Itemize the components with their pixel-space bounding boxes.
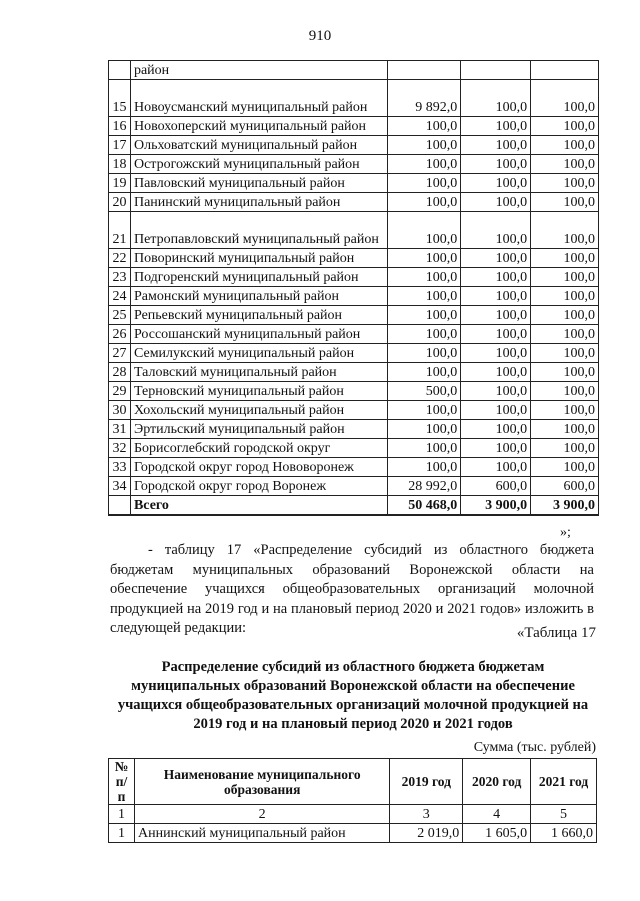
- col-number: 3: [390, 805, 463, 824]
- header-name: Наименование муниципального образования: [134, 759, 389, 805]
- municipality-name: район: [130, 61, 387, 80]
- row-number: 33: [109, 458, 131, 477]
- row-number: 21: [109, 212, 131, 249]
- value-2019: 100,0: [388, 249, 461, 268]
- value-2019: 9 892,0: [388, 80, 461, 117]
- value-2021: 100,0: [531, 193, 599, 212]
- value-2020: 100,0: [461, 136, 531, 155]
- value-2020: 100,0: [461, 306, 531, 325]
- row-number: [109, 61, 131, 80]
- value-2020: 100,0: [461, 287, 531, 306]
- subsidy-table-17: [108, 758, 597, 843]
- table-row: [109, 212, 599, 249]
- table-row: [109, 363, 599, 382]
- table-row: [109, 325, 599, 344]
- value-2019: 100,0: [388, 325, 461, 344]
- row-number: 30: [109, 401, 131, 420]
- municipality-name: Острогожский муниципальный район: [130, 155, 387, 174]
- value-2019: 100,0: [388, 193, 461, 212]
- value-2020: 100,0: [461, 80, 531, 117]
- value-2021: 100,0: [531, 420, 599, 439]
- header-row: [109, 759, 597, 805]
- value-2020: 100,0: [461, 325, 531, 344]
- col-number: 2: [134, 805, 389, 824]
- municipality-name: Аннинский муниципальный район: [134, 824, 389, 843]
- closing-quote: »;: [560, 525, 571, 540]
- value-2019: 100,0: [388, 155, 461, 174]
- table-row: [109, 287, 599, 306]
- value-2021: 100,0: [531, 268, 599, 287]
- value-2021: 100,0: [531, 363, 599, 382]
- page-number: 910: [308, 28, 332, 44]
- value-2020: 100,0: [461, 401, 531, 420]
- value-2019: 100,0: [388, 212, 461, 249]
- value-2021: 100,0: [531, 287, 599, 306]
- table-row: [109, 382, 599, 401]
- total-2020: 3 900,0: [461, 496, 531, 516]
- municipality-name: Поворинский муниципальный район: [130, 249, 387, 268]
- value-2019: 28 992,0: [388, 477, 461, 496]
- value-2021: 100,0: [531, 382, 599, 401]
- municipality-name: Россошанский муниципальный район: [130, 325, 387, 344]
- value-2019: 100,0: [388, 344, 461, 363]
- table-row: [109, 174, 599, 193]
- value-2021: 100,0: [531, 155, 599, 174]
- row-number: 29: [109, 382, 131, 401]
- value-2020: [461, 61, 531, 80]
- value-2021: 100,0: [531, 249, 599, 268]
- table-caption: «Таблица 17: [516, 625, 596, 641]
- table-row: [109, 155, 599, 174]
- row-number: 15: [109, 80, 131, 117]
- row-number: 24: [109, 287, 131, 306]
- municipality-name: Панинский муниципальный район: [130, 193, 387, 212]
- row-number: 31: [109, 420, 131, 439]
- value-2020: 100,0: [461, 439, 531, 458]
- value-2021: 100,0: [531, 439, 599, 458]
- table-row: [109, 80, 599, 117]
- value-2021: 100,0: [531, 325, 599, 344]
- municipality-name: Городской округ город Воронеж: [130, 477, 387, 496]
- value-2021: 100,0: [531, 174, 599, 193]
- header-2020: 2020 год: [463, 759, 531, 805]
- row-number: 16: [109, 117, 131, 136]
- municipality-name: Петропавловский муниципальный район: [130, 212, 387, 249]
- row-number: 20: [109, 193, 131, 212]
- row-number: 28: [109, 363, 131, 382]
- table-row: [109, 193, 599, 212]
- value-2021: 100,0: [531, 117, 599, 136]
- table-row: [109, 249, 599, 268]
- municipality-name: Таловский муниципальный район: [130, 363, 387, 382]
- value-2020: 100,0: [461, 155, 531, 174]
- value-2019: 100,0: [388, 136, 461, 155]
- units-label: Сумма (тыс. рублей): [473, 740, 596, 755]
- table-row: [109, 344, 599, 363]
- municipality-name: Борисоглебский городской округ: [130, 439, 387, 458]
- value-2020: 100,0: [461, 174, 531, 193]
- total-row: [109, 496, 599, 516]
- column-number-row: [109, 805, 597, 824]
- value-2019: 100,0: [388, 458, 461, 477]
- value-2020: 100,0: [461, 363, 531, 382]
- row-number: 34: [109, 477, 131, 496]
- value-2020: 100,0: [461, 458, 531, 477]
- municipality-name: Подгоренский муниципальный район: [130, 268, 387, 287]
- value-2019: 100,0: [388, 439, 461, 458]
- col-number: 4: [463, 805, 531, 824]
- total-2019: 50 468,0: [388, 496, 461, 516]
- value-2019: 100,0: [388, 287, 461, 306]
- row-number: 23: [109, 268, 131, 287]
- subsidy-table-16-continuation: [108, 60, 599, 516]
- table-row: [109, 477, 599, 496]
- total-label: Всего: [130, 496, 387, 516]
- row-number: 32: [109, 439, 131, 458]
- value-2020: 1 605,0: [463, 824, 531, 843]
- value-2019: 100,0: [388, 174, 461, 193]
- municipality-name: Эртильский муниципальный район: [130, 420, 387, 439]
- row-number: 25: [109, 306, 131, 325]
- value-2020: 600,0: [461, 477, 531, 496]
- value-2019: 100,0: [388, 363, 461, 382]
- total-2021: 3 900,0: [531, 496, 599, 516]
- value-2021: 1 660,0: [531, 824, 597, 843]
- value-2019: 100,0: [388, 306, 461, 325]
- value-2021: 100,0: [531, 80, 599, 117]
- row-number: 26: [109, 325, 131, 344]
- table-row: [109, 458, 599, 477]
- municipality-name: Семилукский муниципальный район: [130, 344, 387, 363]
- value-2020: 100,0: [461, 268, 531, 287]
- table-row: [109, 401, 599, 420]
- municipality-name: Хохольский муниципальный район: [130, 401, 387, 420]
- row-number: 27: [109, 344, 131, 363]
- table-row: [109, 136, 599, 155]
- row-number: 1: [109, 824, 135, 843]
- table-row: [109, 61, 599, 80]
- table-heading: Распределение субсидий из областного бюджета бюджетам муниципальных образований Воронежской области на обеспечение учащихся общеобразовательных организаций молочной продукцией на 2019 год и на плановый период 2020 и 2021 годов: [117, 659, 589, 732]
- table-row: [109, 824, 597, 843]
- header-2019: 2019 год: [390, 759, 463, 805]
- row-number: 18: [109, 155, 131, 174]
- value-2020: 100,0: [461, 193, 531, 212]
- table-row: [109, 268, 599, 287]
- municipality-name: Городской округ город Нововоронеж: [130, 458, 387, 477]
- value-2020: 100,0: [461, 420, 531, 439]
- table-row: [109, 306, 599, 325]
- value-2019: 100,0: [388, 268, 461, 287]
- value-2019: 500,0: [388, 382, 461, 401]
- value-2020: 100,0: [461, 382, 531, 401]
- header-number: № п/п: [109, 759, 135, 805]
- row-number: 17: [109, 136, 131, 155]
- table-row: [109, 117, 599, 136]
- value-2019: 2 019,0: [390, 824, 463, 843]
- value-2020: 100,0: [461, 117, 531, 136]
- value-2021: 100,0: [531, 136, 599, 155]
- value-2020: 100,0: [461, 212, 531, 249]
- value-2021: 100,0: [531, 212, 599, 249]
- value-2020: 100,0: [461, 344, 531, 363]
- value-2021: 100,0: [531, 401, 599, 420]
- municipality-name: Павловский муниципальный район: [130, 174, 387, 193]
- row-number: 19: [109, 174, 131, 193]
- amendment-paragraph: - таблицу 17 «Распределение субсидий из областного бюджета бюджетам муниципальных образований Воронежской области на обеспечение учащихся общеобразовательных организаций молочной продукцией на 2019 год и на плановый период 2020 и 2021 годов» изложить в следующей редакции:: [110, 542, 594, 636]
- municipality-name: Новохоперский муниципальный район: [130, 117, 387, 136]
- municipality-name: Новоусманский муниципальный район: [130, 80, 387, 117]
- table-row: [109, 439, 599, 458]
- table-row: [109, 420, 599, 439]
- value-2019: [388, 61, 461, 80]
- col-number: 1: [109, 805, 135, 824]
- value-2019: 100,0: [388, 420, 461, 439]
- header-2021: 2021 год: [531, 759, 597, 805]
- municipality-name: Терновский муниципальный район: [130, 382, 387, 401]
- value-2021: 600,0: [531, 477, 599, 496]
- row-number: 22: [109, 249, 131, 268]
- value-2021: 100,0: [531, 458, 599, 477]
- value-2021: [531, 61, 599, 80]
- col-number: 5: [531, 805, 597, 824]
- value-2021: 100,0: [531, 306, 599, 325]
- value-2019: 100,0: [388, 401, 461, 420]
- value-2021: 100,0: [531, 344, 599, 363]
- municipality-name: Рамонский муниципальный район: [130, 287, 387, 306]
- municipality-name: Репьевский муниципальный район: [130, 306, 387, 325]
- value-2019: 100,0: [388, 117, 461, 136]
- municipality-name: Ольховатский муниципальный район: [130, 136, 387, 155]
- value-2020: 100,0: [461, 249, 531, 268]
